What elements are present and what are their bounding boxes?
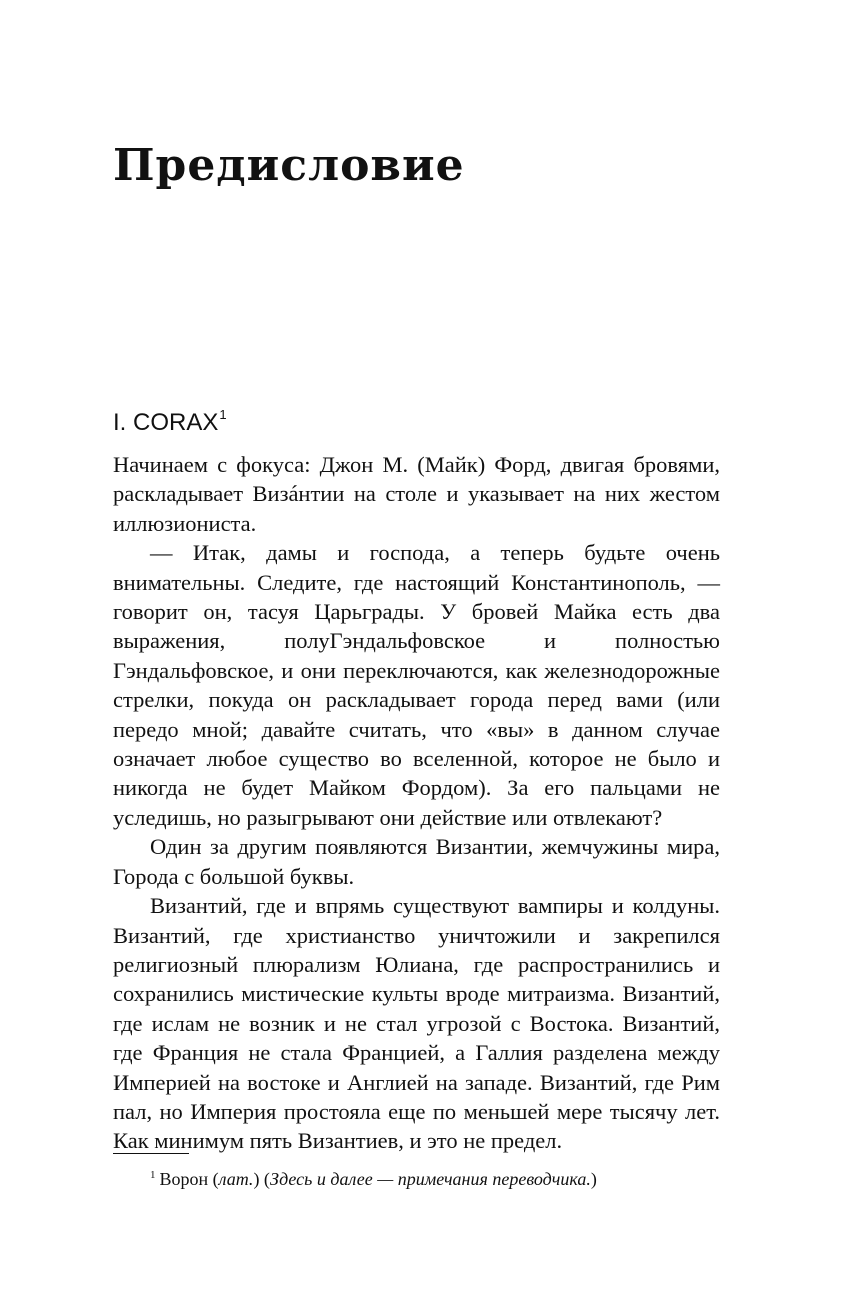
chapter-title: Предисловие <box>113 140 465 191</box>
body-text <box>113 450 720 1156</box>
paragraph-1: Начинаем с фокуса: Джон М. (Майк) Форд, двигая бровями, раскладывает Визáнтии на столе и указывает на них жестом иллюзиониста. <box>113 452 720 536</box>
footnote-note: Здесь и далее — примечания переводчика. <box>269 1169 591 1189</box>
footnote-lang: лат. <box>218 1169 254 1189</box>
paragraph-2: — Итак, дамы и господа, а теперь будьте очень внимательны. Следите, где настоящий Константинополь, — говорит он, тасуя Царьграды. У бровей Майка есть два выражения, полуГэндальфовское и полностью Гэндальфовское, и они переключаются, как железнодорожные стрелки, покуда он раскладывает города перед вами (или передо мной; давайте считать, что «вы» в данном случае означает любое существо во вселенной, которое не было и никогда не будет Майком Фордом). За его пальцами не уследишь, но разыгрывают они действие или отвлекают? <box>113 540 720 830</box>
footnote-divider <box>113 1153 189 1154</box>
footnote-number: 1 <box>150 1169 156 1181</box>
paragraph-4: Византий, где и впрямь существуют вампиры и колдуны. Византий, где христианство уничтожили и закрепился религиозный плюрализм Юлиана, где распространились и сохранились мистические культы вроде митраизма. Византий, где ислам не возник и не стал угрозой с Востока. Византий, где Франция не стала Францией, а Галлия разделена между Империей на востоке и Англией на западе. Византий, где Рим пал, но Империя простояла еще по меньшей мере тысячу лет. Как минимум пять Византиев, и это не предел. <box>113 893 720 1154</box>
footnote-reference[interactable]: 1 <box>219 407 227 422</box>
section-heading <box>113 399 227 439</box>
paragraph-3: Один за другим появляются Византии, жемчужины мира, Города с большой буквы. <box>113 834 720 889</box>
section-heading-text: I. CORAX <box>113 409 219 436</box>
footnote: $^1$ Ворон (лат.) (Здесь и далее — примечания переводчика.) <box>150 1169 597 1189</box>
footnote-text: Ворон <box>159 1169 209 1189</box>
